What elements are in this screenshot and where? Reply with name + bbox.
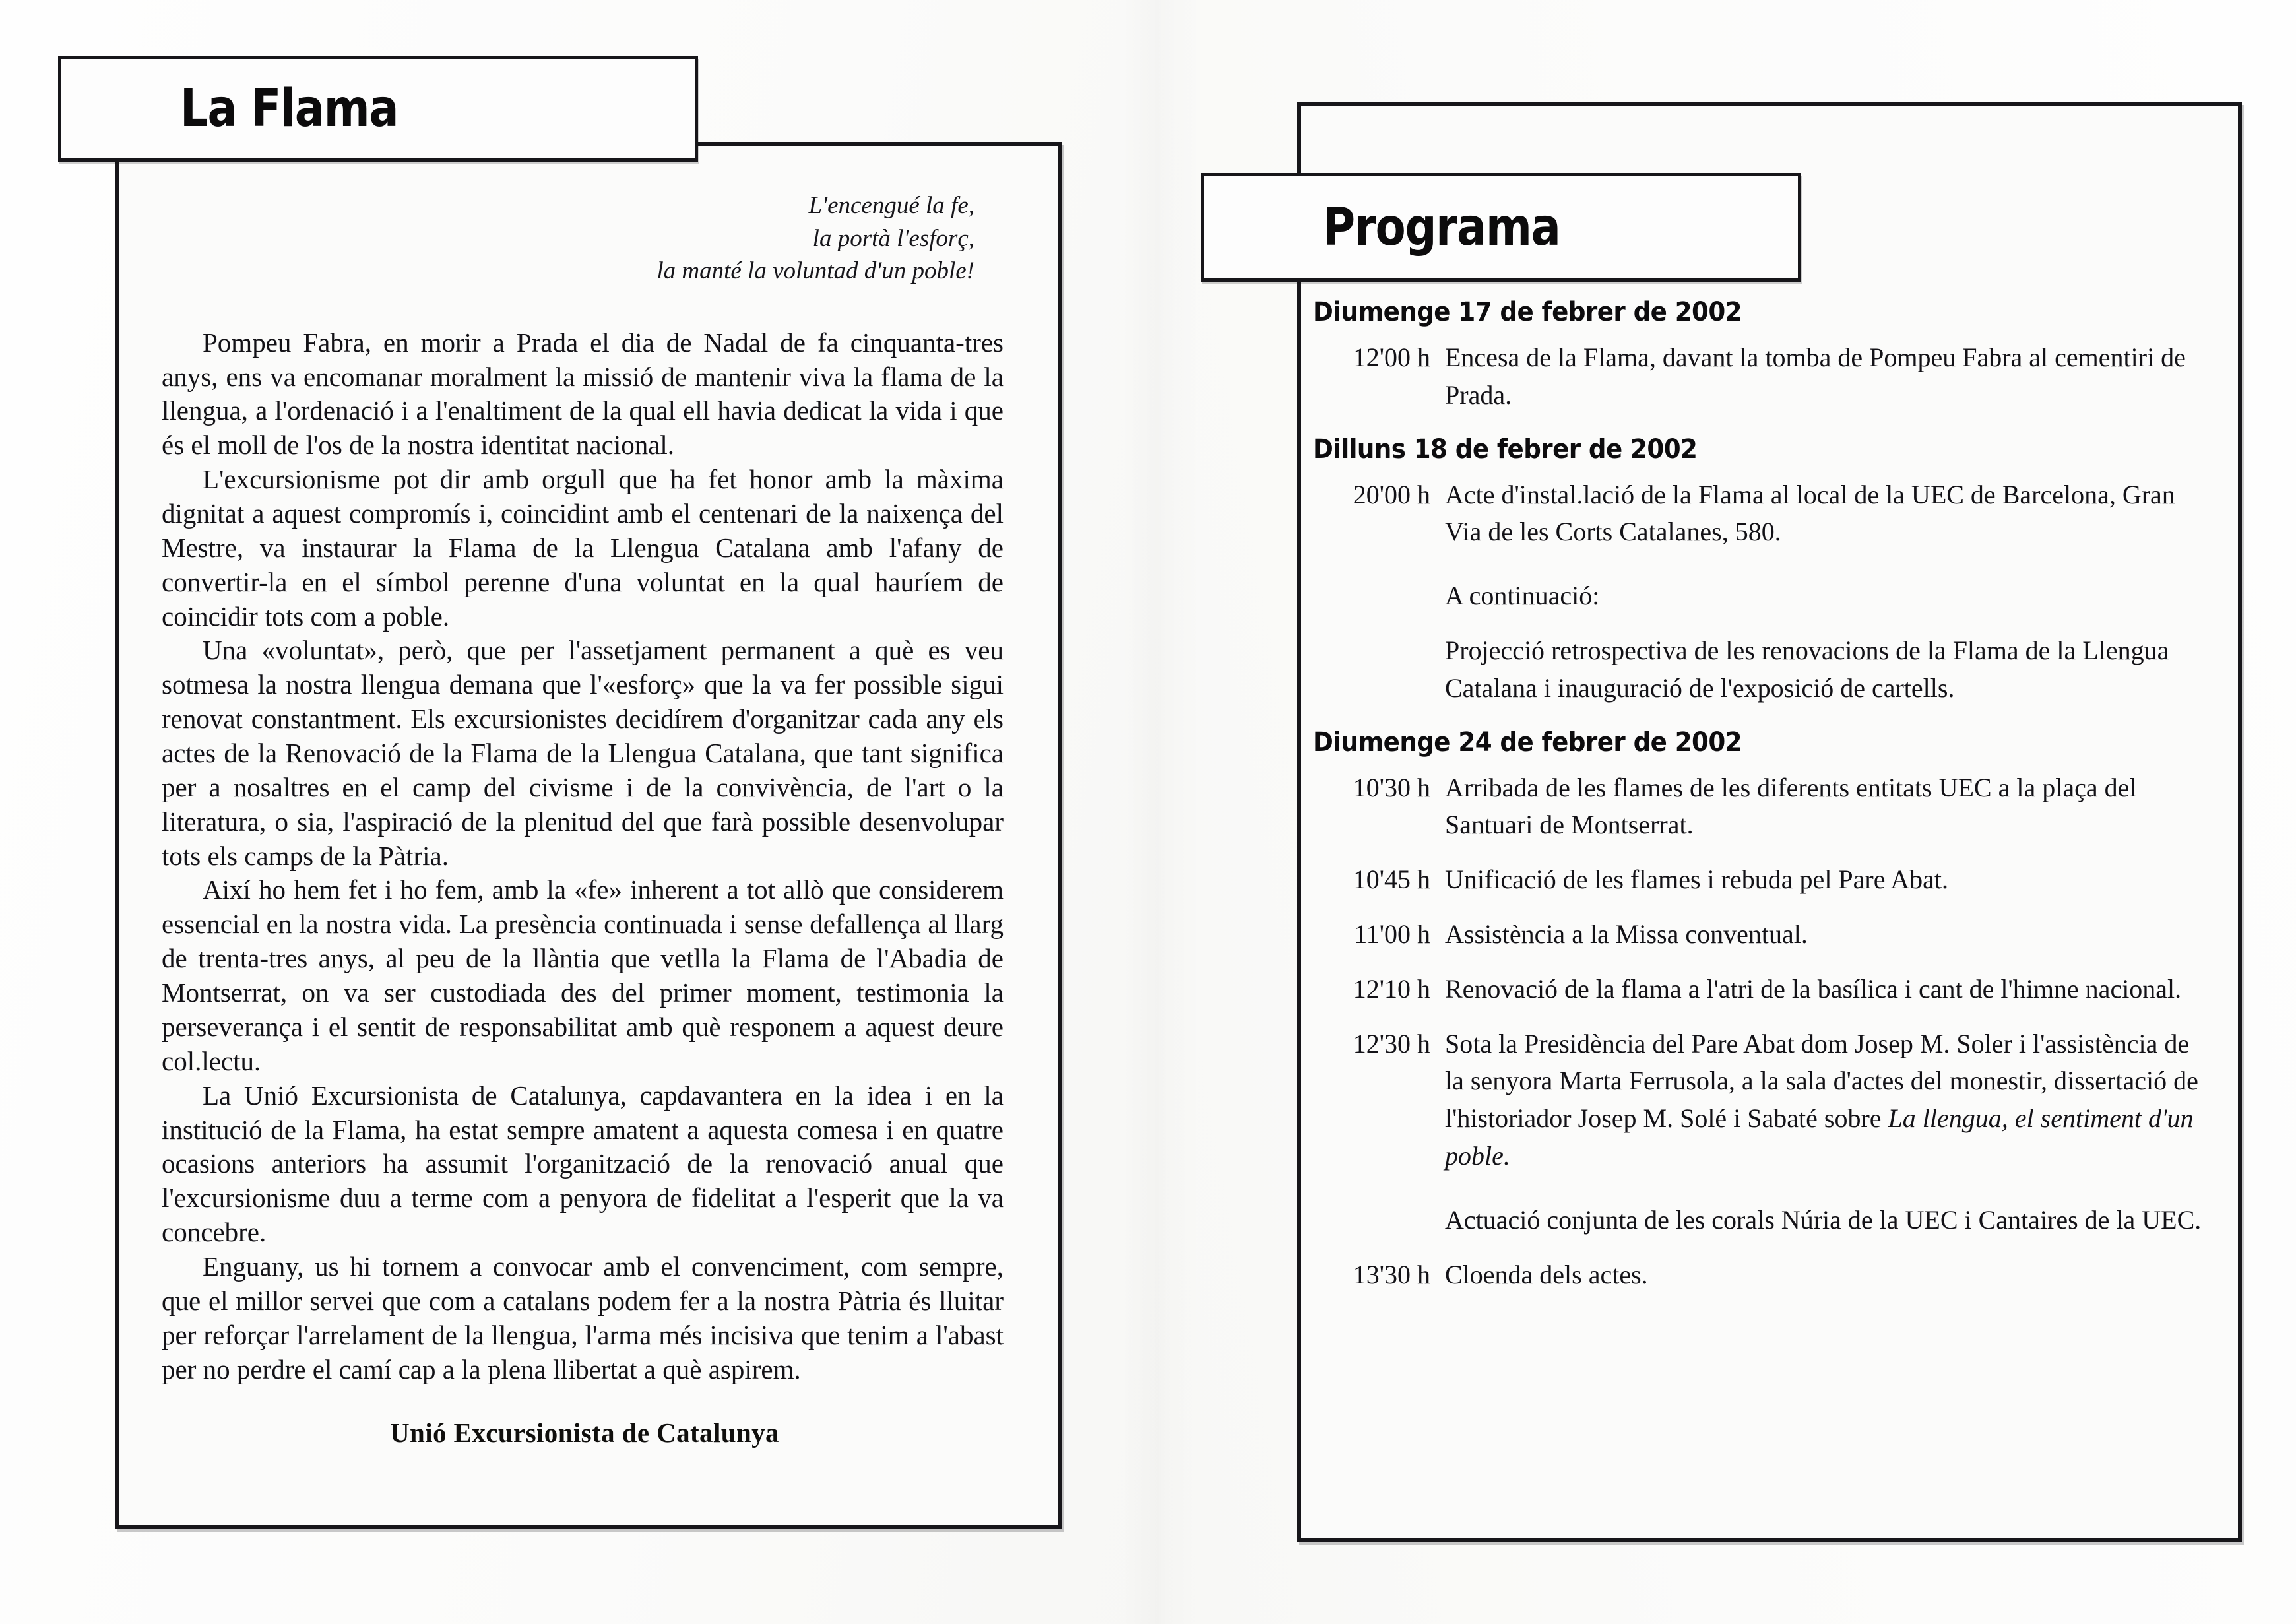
programa-title-plaque xyxy=(1201,173,1801,282)
programme-day-heading: Diumenge 17 de febrer de 2002 xyxy=(1313,297,1742,327)
article-signature: Unió Excursionista de Catalunya xyxy=(390,1417,779,1448)
programme-entry xyxy=(1313,861,2210,899)
left-page-content xyxy=(162,179,1013,1493)
la-flama-title-plaque xyxy=(58,56,698,162)
programme-entry-time: 20'00 h xyxy=(1353,479,1430,509)
epigraph-line-2: la portà l'esforç, xyxy=(812,224,974,252)
programme-day-block xyxy=(1313,727,2210,1294)
programme-entry xyxy=(1313,339,2210,414)
programme-entry xyxy=(1313,1202,2210,1239)
programme-entry-italic-title: La llengua, el sentiment d'un poble. xyxy=(1445,1103,2194,1171)
programme-entry xyxy=(1313,476,2210,552)
programme-list xyxy=(1313,297,2210,1313)
programme-day-heading: Dilluns 18 de febrer de 2002 xyxy=(1313,434,1698,465)
programme-entry-description: Actuació conjunta de les corals Núria de la UEC i Cantaires de la UEC. xyxy=(1445,1204,2202,1235)
programme-entry xyxy=(1313,632,2210,707)
programme-entry xyxy=(1313,971,2210,1008)
programme-entry xyxy=(1313,769,2210,845)
programme-entry-description: A continuació: xyxy=(1445,581,1600,611)
article-body xyxy=(162,326,1013,1387)
programme-day-heading: Diumenge 24 de febrer de 2002 xyxy=(1313,727,1742,758)
programme-entry-time: 12'10 h xyxy=(1353,973,1430,1004)
programme-entry xyxy=(1313,577,2210,615)
programme-entry-description: Encesa de la Flama, davant la tomba de Pompeu Fabra al cementiri de Prada. xyxy=(1445,342,2186,410)
article-paragraph: La Unió Excursionista de Catalunya, capdavantera en la idea i en la institució de la Flama, ha estat sempre amatent a aquesta comesa i en quatre ocasions anteriors ha assumit l'organització de la renovació anual que l'excursionisme duu a terme com a penyora de fidelitat a l'esperit que la va concebre. xyxy=(162,1080,1004,1248)
article-paragraph: Pompeu Fabra, en morir a Prada el dia de Nadal de fa cinquanta-tres anys, ens va encomanar moralment la missió de mantenir viva la flama de la llengua, a l'ordenació i a l'enaltiment de la qual ell havia dedicat la vida i que és el moll de l'os de la nostra identitat nacional. xyxy=(162,327,1004,461)
article-paragraph: L'excursionisme pot dir amb orgull que ha fet honor amb la màxima dignitat a aquest compromís i, coincidint amb el centenari de la naixença del Mestre, va instaurar la Flama de la Llengua Catalana amb l'afany de convertir-la en el símbol perenne d'una voluntat en la qual hauríem de coincidir tots com a poble. xyxy=(162,464,1004,632)
programme-entry xyxy=(1313,1025,2210,1175)
programme-entry-time: 12'00 h xyxy=(1353,342,1430,372)
programme-entry-time: 10'30 h xyxy=(1353,772,1430,802)
programme-entry-description: Unificació de les flames i rebuda pel Pare Abat. xyxy=(1445,864,1949,895)
programme-entry-description: Arribada de les flames de les diferents entitats UEC a la plaça del Santuari de Montserrat. xyxy=(1445,772,2137,840)
programme-entry-description: Sota la Presidència del Pare Abat dom Josep M. Soler i l'assistència de la senyora Marta Ferrusola, a la sala d'actes del monestir, dissertació de l'historiador Josep M. Solé i Sabaté sobre La llengua, el sentiment d'un poble. xyxy=(1445,1028,2198,1171)
programme-entry-description: Projecció retrospectiva de les renovacions de la Flama de la Llengua Catalana i inauguració de l'exposició de cartells. xyxy=(1445,635,2169,703)
page-title-la-flama: La Flama xyxy=(180,79,399,139)
article-paragraph: Enguany, us hi tornem a convocar amb el convenciment, com sempre, que el millor servei que com a catalans podem fer a la nostra Pàtria és lluitar per reforçar l'arrelament de la llengua, l'arma més incisiva que tenim a l'abast per no perdre el camí cap a la plena llibertat a què aspirem. xyxy=(162,1250,1004,1384)
programme-entry-time: 12'30 h xyxy=(1353,1028,1430,1058)
programme-entry-time: 11'00 h xyxy=(1354,919,1430,949)
programme-day-block xyxy=(1313,297,2210,414)
programme-entry-description: Acte d'instal.lació de la Flama al local de la UEC de Barcelona, Gran Via de les Corts Catalanes, 580. xyxy=(1445,479,2175,547)
programme-entry xyxy=(1313,916,2210,954)
epigraph xyxy=(162,179,1013,288)
programme-entry-description: Renovació de la flama a l'atri de la basílica i cant de l'himne nacional. xyxy=(1445,973,2182,1004)
article-paragraph: Així ho hem fet i ho fem, amb la «fe» inherent a tot allò que considerem essencial en la nostra vida. La presència continuada i sense defallença al llarg de trenta-tres anys, al peu de la llàntia que vetlla la Flama de l'Abadia de Montserrat, on va ser custodiada des del primer moment, testimonia la perseverança i el sentit de responsabilitat amb què responem a aquest deure col.lectu. xyxy=(162,874,1004,1076)
page-gutter-shadow xyxy=(1122,0,1201,1624)
page-title-programa: Programa xyxy=(1323,197,1560,257)
epigraph-line-1: L'encengué la fe, xyxy=(808,192,974,219)
programme-day-block xyxy=(1313,434,2210,707)
epigraph-line-3: la manté la voluntad d'un poble! xyxy=(656,257,974,285)
article-paragraph: Una «voluntat», però, que per l'assetjament permanent a què es veu sotmesa la nostra llengua demana que l'«esforç» que la va fer possible sigui renovat constantment. Els excursionistes decidírem d'organitzar cada any els actes de la Renovació de la Flama de la Llengua Catalana, que tant significa per a nosaltres en el camp del civisme i de la convivència, de l'art o la literatura, o sia, l'aspiració de la plenitud del que farà possible desenvolupar tots els camps de la Pàtria. xyxy=(162,635,1004,871)
programme-entry xyxy=(1313,1256,2210,1294)
programme-entry-time: 13'30 h xyxy=(1353,1259,1430,1289)
programme-entry-description: Cloenda dels actes. xyxy=(1445,1259,1648,1289)
programme-entry-time: 10'45 h xyxy=(1353,864,1430,895)
programme-entry-description: Assistència a la Missa conventual. xyxy=(1445,919,1808,949)
